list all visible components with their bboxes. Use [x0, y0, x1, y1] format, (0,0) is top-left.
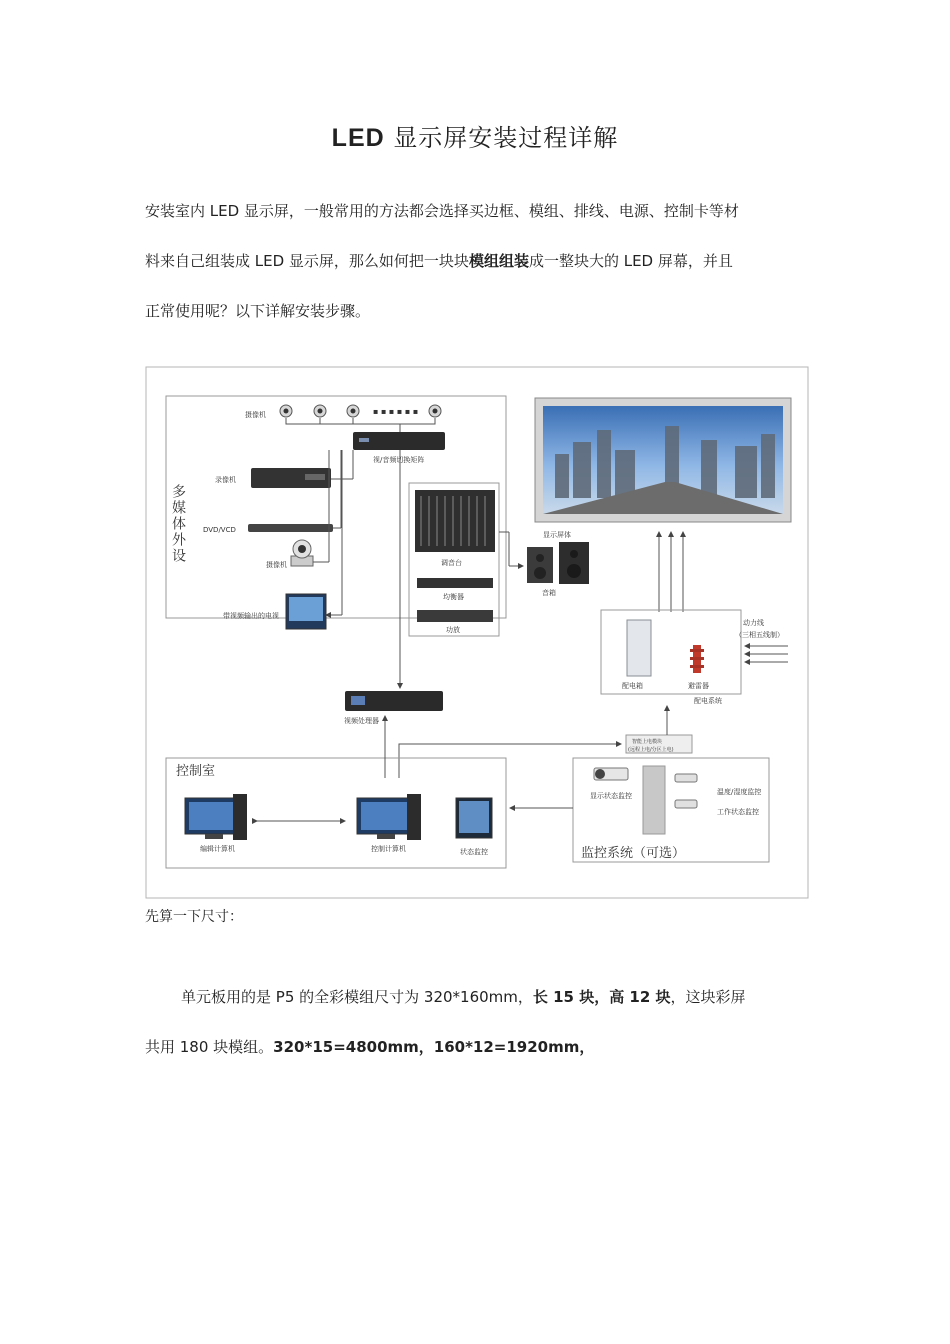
- amplifier-label: 功放: [446, 626, 460, 634]
- dvd-label: DVD/VCD: [203, 526, 236, 534]
- emphasis-dimensions: 320*15=4800mm，160*12=1920mm，: [273, 1038, 595, 1056]
- bullet-camera-icon: [594, 768, 628, 780]
- speakers-label: 音箱: [542, 589, 556, 597]
- matrix-label: 视/音频切换矩阵: [373, 456, 425, 464]
- camera-row-label: 摄像机: [245, 411, 266, 419]
- emphasis-module-assembly: 模组组装: [468, 252, 529, 270]
- status-monitor-label: 状态监控: [460, 848, 488, 856]
- emphasis-count: 长 15 块，高 12 块: [532, 988, 671, 1006]
- display-label: 显示屏体: [543, 531, 571, 539]
- control-room-label: 控制室: [176, 764, 216, 779]
- equalizer-label: 均衡器: [443, 593, 464, 601]
- monitor-system-label: 监控系统（可选）: [581, 846, 686, 861]
- smart-module-label: 智能上电模块: [632, 739, 663, 745]
- page-title: LED 显示屏安装过程详解: [331, 124, 619, 152]
- intro-line-3: 正常使用呢？以下详解安装步骤。: [145, 302, 371, 320]
- intro-line-1: 安装室内 LED 显示屏，一般常用的方法都会选择买边框、模组、排线、电源、控制卡等材: [145, 202, 739, 220]
- camera-single-label: 摄像机: [266, 561, 287, 569]
- display-status-label: 显示状态监控: [590, 792, 632, 800]
- dvd-device: [248, 524, 333, 532]
- tv-label: 带视频输出的电视: [223, 612, 279, 620]
- power-line-note: （三相五线制）: [735, 631, 784, 639]
- recorder-label: 录像机: [215, 476, 236, 484]
- power-system-label: 配电系统: [694, 697, 722, 705]
- control-pc-icon: [357, 794, 421, 840]
- edit-pc-label: 编辑计算机: [200, 845, 235, 853]
- status-monitor-icon: [456, 798, 492, 838]
- distribution-box-label: 配电箱: [622, 682, 643, 690]
- video-processor-label: 视频处理器: [344, 717, 379, 725]
- camera-ellipsis: ▪ ▪ ▪ ▪ ▪ ▪: [373, 407, 419, 416]
- ptz-camera-icon: [291, 540, 313, 566]
- system-diagram: [145, 366, 809, 899]
- power-line-label: 动力线: [743, 619, 764, 627]
- distribution-box-icon: [627, 620, 651, 676]
- temp-monitor-label: 温度/湿度监控: [717, 788, 762, 796]
- smart-module-note: (远程上电/分区上电): [628, 747, 674, 753]
- equalizer-device: [417, 578, 493, 588]
- amplifier-device: [417, 610, 493, 622]
- edit-pc-icon: [185, 794, 247, 840]
- control-pc-label: 控制计算机: [371, 845, 406, 853]
- intro-line-2: 料来自己组装成 LED 显示屏，那么如何把一块块模组组装成一整块大的 LED 屏幕，并且: [145, 252, 733, 270]
- mixer-label: 调音台: [441, 559, 462, 567]
- work-status-label: 工作状态监控: [717, 808, 759, 816]
- module-para-line-1: 单元板用的是 P5 的全彩模组尺寸为 320*160mm，长 15 块，高 12 块，这块彩屏: [181, 988, 746, 1006]
- module-para-line-2: 共用 180 块模组。320*15=4800mm，160*12=1920mm，: [145, 1038, 595, 1056]
- size-caption: 先算一下尺寸：: [145, 909, 243, 925]
- arrester-label: 避雷器: [688, 682, 709, 690]
- multimedia-group-label: 多媒体外设: [170, 484, 186, 564]
- mixer-device: [415, 490, 495, 552]
